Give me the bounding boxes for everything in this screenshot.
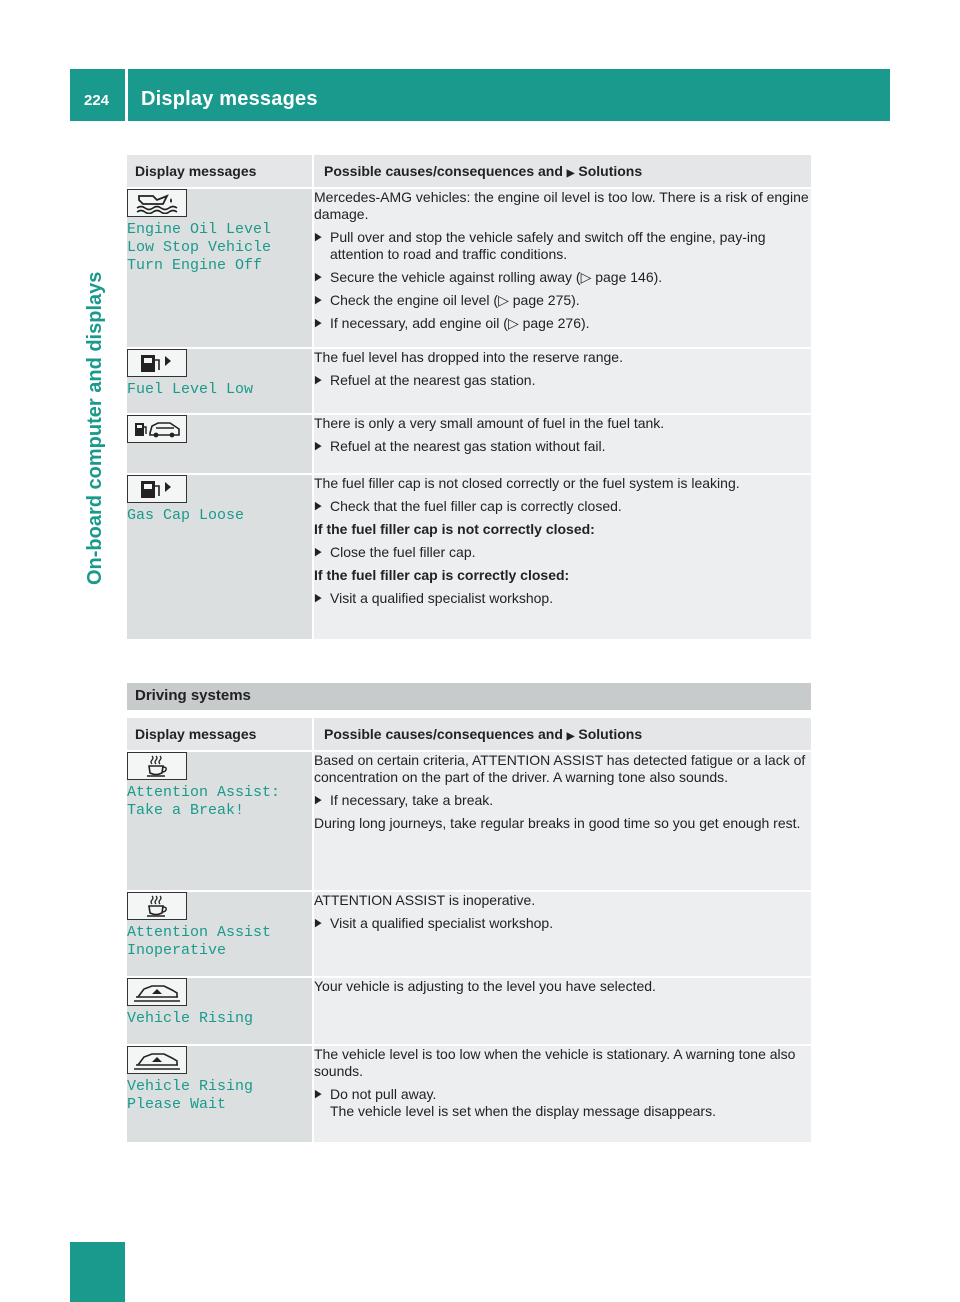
solution-step: ▶ Pull over and stop the vehicle safely and switch off the engine, pay-ing attention to road and traffic conditions. [314, 229, 811, 263]
vehicle-level-icon [127, 1046, 187, 1074]
page-number: 224 [84, 92, 110, 109]
display-message-text: Vehicle Rising Please Wait [127, 1078, 254, 1113]
display-message-text: Gas Cap Loose [127, 507, 245, 524]
solution-step: ▶ If necessary, add engine oil (▷ page 276). [314, 315, 811, 332]
solution-step: ▶ Secure the vehicle against rolling away (▷ page 146). [314, 269, 811, 286]
table-row [127, 891, 811, 977]
cause-text: The vehicle level is too low when the vehicle is stationary. A warning tone also sounds. [314, 1046, 796, 1079]
fuel-pump-icon [127, 475, 187, 503]
cause-text: ATTENTION ASSIST is inoperative. [314, 892, 536, 908]
solution-step: ▶ Visit a qualified specialist workshop. [314, 915, 811, 932]
solution-step: ▶ Check that the fuel filler cap is correctly closed. [314, 498, 811, 515]
fuel-car-icon [127, 415, 187, 443]
display-message-text: Vehicle Rising [127, 1010, 254, 1027]
solution-step: ▶ Close the fuel filler cap. [314, 544, 811, 561]
table-row [127, 977, 811, 1045]
solution-step: ▶ Check the engine oil level (▷ page 275). [314, 292, 811, 309]
column-header-causes-solutions: Possible causes/consequences and ▶ Solutions [313, 155, 811, 188]
display-message-text: Fuel Level Low [127, 381, 254, 398]
coffee-cup-icon [127, 752, 187, 780]
condition-heading: If the fuel filler cap is correctly closed: [314, 567, 570, 583]
cause-text: The fuel level has dropped into the reserve range. [314, 349, 623, 365]
condition-heading: If the fuel filler cap is not correctly closed: [314, 521, 595, 537]
table-row [127, 474, 811, 640]
engine-oil-level-icon [127, 189, 187, 217]
solution-step: ▶ Do not pull away. [314, 1086, 811, 1103]
table-row [127, 414, 811, 474]
cause-text: There is only a very small amount of fuel in the fuel tank. [314, 415, 665, 431]
solution-arrow-icon: ▶ [566, 731, 575, 742]
display-message-text: Attention Assist: Take a Break! [127, 784, 281, 819]
table-row [127, 751, 811, 891]
header-divider [125, 69, 128, 121]
column-header-display-messages: Display messages [127, 155, 313, 188]
cause-text: Mercedes-AMG vehicles: the engine oil level is too low. There is a risk of engine damage. [314, 189, 809, 222]
display-message-text: Engine Oil Level Low Stop Vehicle Turn Engine Off [127, 221, 272, 274]
solution-arrow-icon: ▶ [566, 168, 575, 179]
display-message-text: Attention Assist Inoperative [127, 924, 272, 959]
solution-step: ▶ Refuel at the nearest gas station without fail. [314, 438, 811, 455]
side-tab-block [70, 1242, 125, 1302]
solution-step: ▶ If necessary, take a break. [314, 792, 811, 809]
page-title: Display messages [141, 88, 318, 110]
coffee-cup-icon [127, 892, 187, 920]
column-header-causes-solutions: Possible causes/consequences and ▶ Solutions [313, 718, 811, 751]
cause-text: Your vehicle is adjusting to the level you have selected. [314, 978, 656, 994]
table-row [127, 1045, 811, 1143]
solution-step: ▶ Refuel at the nearest gas station. [314, 372, 811, 389]
solution-note: The vehicle level is set when the display message disappears. [330, 1103, 716, 1119]
side-tab-label: On-board computer and displays [84, 271, 106, 585]
vehicle-level-icon [127, 978, 187, 1006]
section-title: Driving systems [135, 687, 251, 704]
display-messages-table-2 [127, 718, 811, 1144]
fuel-pump-icon [127, 349, 187, 377]
table-row [127, 348, 811, 414]
solution-step: ▶ Visit a qualified specialist workshop. [314, 590, 811, 607]
advice-text: During long journeys, take regular breaks in good time so you get enough rest. [314, 815, 801, 831]
display-messages-table-1 [127, 155, 811, 641]
cause-text: The fuel filler cap is not closed correctly or the fuel system is leaking. [314, 475, 740, 491]
cause-text: Based on certain criteria, ATTENTION ASSIST has detected fatigue or a lack of concentration on the part of the driver. A warning tone also sounds. [314, 752, 806, 785]
table-row [127, 188, 811, 348]
column-header-display-messages: Display messages [127, 718, 313, 751]
